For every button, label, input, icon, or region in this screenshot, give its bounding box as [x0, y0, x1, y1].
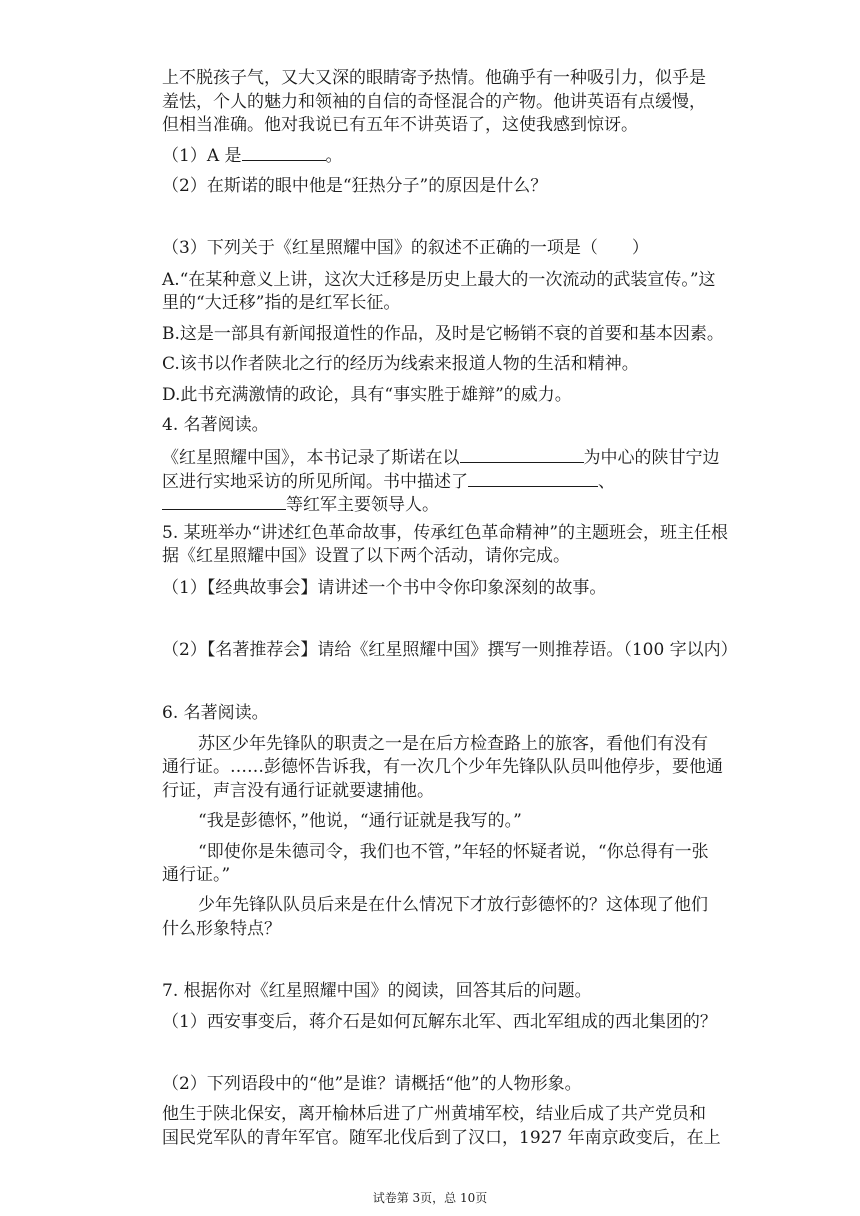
question-text: 《红星照耀中国》，本书记录了斯诺在以	[162, 448, 460, 468]
question-3-3: （3）下列关于《红星照耀中国》的叙述不正确的一项是（ ）	[162, 238, 649, 258]
question-4-line	[162, 491, 742, 517]
question-5-title-cont: 据《红星照耀中国》设置了以下两个活动，请你完成。	[162, 546, 570, 566]
question-text: 区进行实地采访的所见所闻。书中描述了	[162, 472, 468, 492]
answer-blank[interactable]	[460, 444, 584, 463]
question-5-1: （1）【经典故事会】请讲述一个书中令你印象深刻的故事。	[162, 578, 607, 598]
excerpt-line: 行证，声言没有通行证就要逮捕他。	[162, 781, 434, 801]
passage-line: 国民党军队的青年军官。随军北伐后到了汉口，1927 年南京政变后，在上	[162, 1128, 721, 1148]
question-7-title: 7. 根据你对《红星照耀中国》的阅读，回答其后的问题。	[162, 981, 592, 1001]
question-6-prompt-cont: 什么形象特点？	[162, 919, 281, 939]
question-3-1	[162, 142, 742, 168]
answer-blank[interactable]	[162, 491, 286, 510]
question-5-2: （2）【名著推荐会】请给《红星照耀中国》撰写一则推荐语。（100 字以内）	[162, 640, 738, 660]
question-text: （1）A 是	[162, 146, 242, 166]
question-7-2: （2）下列语段中的“他”是谁？请概括“他”的人物形象。	[162, 1074, 582, 1094]
question-4-title: 4. 名著阅读。	[162, 415, 269, 435]
question-text: 等红军主要领导人。	[286, 495, 439, 515]
answer-blank[interactable]	[242, 142, 326, 161]
answer-blank[interactable]	[468, 468, 598, 487]
option-a-cont: 里的“大迁移”指的是红军长征。	[162, 293, 401, 313]
question-text: 。	[325, 146, 343, 166]
question-3-2: （2）在斯诺的眼中他是“狂热分子”的原因是什么？	[162, 176, 548, 196]
question-7-1: （1）西安事变后，蒋介石是如何瓦解东北军、西北军组成的西北集团的？	[162, 1012, 717, 1032]
option-d: D.此书充满激情的政论，具有“事实胜于雄辩”的威力。	[162, 385, 572, 405]
excerpt-line: “即使你是朱德司令，我们也不管，”年轻的怀疑者说，“你总得有一张	[198, 842, 709, 862]
question-4-line	[162, 444, 742, 470]
passage-line: 但相当准确。他对我说已有五年不讲英语了，这使我感到惊讶。	[162, 115, 638, 135]
question-text: 为中心的陕甘宁边	[583, 448, 720, 468]
option-b: B.这是一部具有新闻报道性的作品，及时是它畅销不衰的首要和基本因素。	[162, 324, 724, 344]
question-6-prompt: 少年先锋队队员后来是在什么情况下才放行彭德怀的？这体现了他们	[198, 895, 708, 915]
excerpt-line: 通行证。……彭德怀告诉我，有一次几个少年先锋队队员叫他停步，要他通	[162, 757, 723, 777]
passage-line: 上不脱孩子气，又大又深的眼睛寄予热情。他确乎有一种吸引力，似乎是	[162, 68, 706, 88]
excerpt-line: 苏区少年先锋队的职责之一是在后方检查路上的旅客，看他们有没有	[198, 734, 708, 754]
passage-line: 羞怯，个人的魅力和领袖的自信的奇怪混合的产物。他讲英语有点缓慢，	[162, 92, 706, 112]
page-footer: 试卷第 3页，总 10页	[372, 1191, 488, 1205]
question-5-title: 5. 某班举办“讲述红色革命故事，传承红色革命精神”的主题班会，班主任根	[162, 523, 729, 543]
question-6-title: 6. 名著阅读。	[162, 703, 269, 723]
question-text: 、	[598, 472, 615, 492]
excerpt-line: “我是彭德怀，”他说，“通行证就是我写的。”	[198, 811, 522, 831]
option-c: C.该书以作者陕北之行的经历为线索来报道人物的生活和精神。	[162, 354, 639, 374]
passage-line: 他生于陕北保安，离开榆林后进了广州黄埔军校，结业后成了共产党员和	[162, 1104, 706, 1124]
option-a: A.“在某种意义上讲，这次大迁移是历史上最大的一次流动的武装宣传。”这	[162, 270, 716, 290]
excerpt-line: 通行证。”	[162, 865, 231, 885]
